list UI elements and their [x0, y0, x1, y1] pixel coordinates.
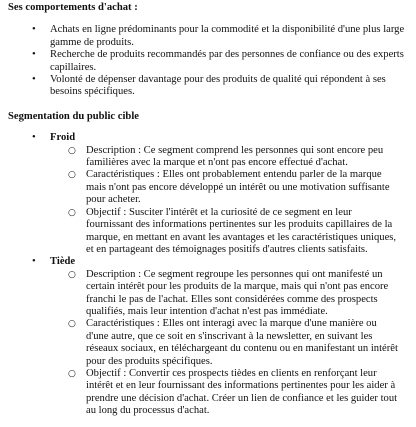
segment-details — [50, 145, 410, 257]
segment-title: Froid — [50, 132, 76, 144]
list-item: • Achats en ligne prédominants pour la commodité et la disponibilité d'une plus large gamme de produits. — [8, 24, 410, 49]
section-heading-audience-segmentation: Segmentation du public cible — [8, 110, 139, 122]
list-item — [50, 269, 410, 319]
circle-bullet-icon: ○ — [68, 207, 76, 218]
list-item — [50, 368, 410, 418]
bullet-icon: • — [32, 132, 36, 144]
segment-tiede — [8, 256, 410, 417]
circle-bullet-icon: ○ — [68, 145, 76, 156]
segment-objective: Objectif : Convertir ces prospects tièdes en clients en renforçant leur intérêt et en leur fournissant des informations pertinentes pour les aider à prendre une décision d'achat. Créer un lien de confiance et les guider tout au long du processus d'achat. — [86, 367, 398, 417]
circle-bullet-icon: ○ — [68, 170, 76, 181]
segment-characteristics: Caractéristiques : Elles ont probablement entendu parler de la marque mais n'ont pas encore développé un intérêt ou une motivation suffisante pour acheter. — [86, 169, 390, 206]
circle-bullet-icon: ○ — [68, 319, 76, 330]
circle-bullet-icon: ○ — [68, 269, 76, 280]
segment-froid — [8, 132, 410, 256]
segment-details — [50, 269, 410, 418]
list-item — [50, 145, 410, 170]
circle-bullet-icon: ○ — [68, 368, 76, 379]
segment-description: Description : Ce segment regroupe les personnes qui ont manifesté un certain intérêt pour les produits de la marque, mais qui n'ont pas encore franchi le pas de l'achat. Elles sont considérées comme des prospects qualifiés, mais leur intention d'achat n'est pas immédiate. — [86, 268, 389, 317]
list-item: • Recherche de produits recommandés par des personnes de confiance ou des experts capillaires. — [8, 49, 410, 74]
buying-behavior-list — [8, 24, 410, 98]
segment-title: Tiède — [50, 256, 76, 268]
segment-description: Description : Ce segment comprend les personnes qui sont encore peu familières avec la marque et n'ont pas encore effectué d'achat. — [86, 144, 384, 169]
section-heading-buying-behavior: Ses comportements d'achat : — [8, 2, 138, 13]
segment-objective: Objectif : Susciter l'intérêt et la curiosité de ce segment en leur fournissant des informations pertinentes sur les produits capillaires de la marque, en mettant en avant les avantages et les caractéristiques uniques, et en partageant des témoignages positifs d'autres clients satisfaits. — [86, 206, 397, 255]
list-item — [50, 207, 410, 257]
segment-characteristics: Caractéristiques : Elles ont interagi avec la marque d'une manière ou d'une autre, que ce soit en s'inscrivant à la newsletter, en suivant les réseaux sociaux, en téléchargeant du contenu ou en manifestant un intérêt pour des produits spécifiques. — [86, 318, 398, 367]
list-item — [50, 318, 410, 368]
segment-list — [8, 132, 410, 417]
list-item: • Volonté de dépenser davantage pour des produits de qualité qui répondent à ses besoins spécifiques. — [8, 74, 410, 99]
list-item — [50, 169, 410, 206]
bullet-icon: • — [32, 256, 36, 268]
